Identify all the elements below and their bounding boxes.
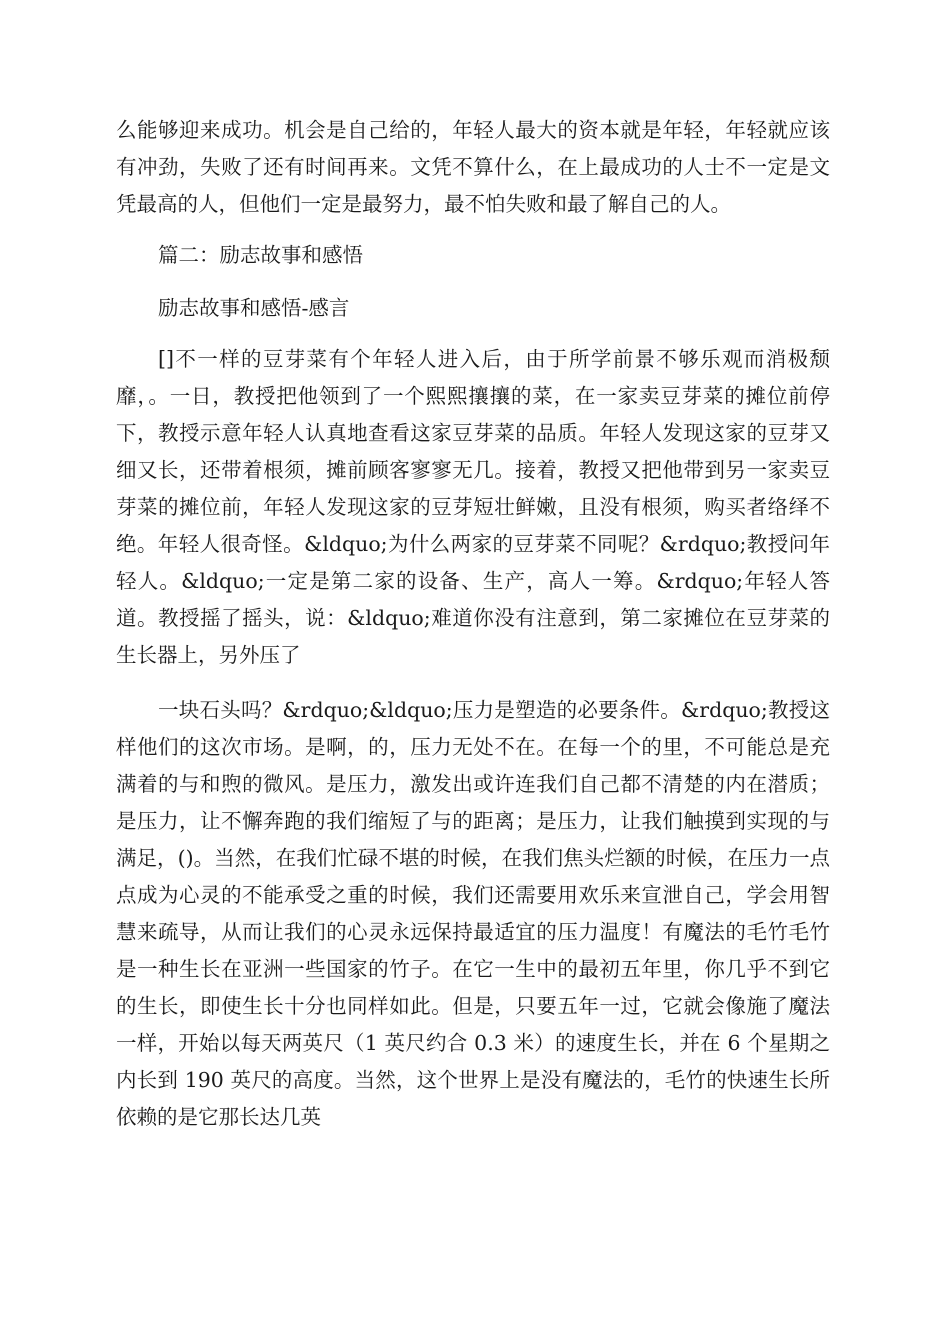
section-heading: 篇二：励志故事和感悟 [158, 243, 363, 267]
paragraph-continuation: 么能够迎来成功。机会是自己给的，年轻人最大的资本就是年轻，年轻就应该有冲劲，失败了还有时间再来。文凭不算什么，在上最成功的人士不一定是文凭最高的人，但他们一定是最努力，最不怕失败和最了解自己的人。 [116, 118, 830, 216]
section-subheading: 励志故事和感悟-感言 [158, 296, 350, 320]
paragraph-pressure-bamboo: 一块石头吗？&rdquo;&ldquo;压力是塑造的必要条件。&rdquo;教授这样他们的这次市场。是啊，的，压力无处不在。在每一个的里，不可能总是充满着的与和煦的微风。是压力，激发出或许连我们自己都不清楚的内在潜质；是压力，让不懈奔跑的我们缩短了与的距离；是压力，让我们触摸到实现的与满足，()。当然，在我们忙碌不堪的时候，在我们焦头烂额的时候，在压力一点点成为心灵的不能承受之重的时候，我们还需要用欢乐来宣泄自己，学会用智慧来疏导，从而让我们的心灵永远保持最适宜的压力温度！有魔法的毛竹毛竹是一种生长在亚洲一些国家的竹子。在它一生中的最初五年里，你几乎不到它的生长，即使生长十分也同样如此。但是，只要五年一过，它就会像施了魔法一样，开始以每天两英尺（1 英尺约合 0.3 米）的速度生长，并在 6 个星期之内长到 190 英尺的高度。当然，这个世界上是没有魔法的，毛竹的快速生长所依赖的是它那长达几英 [116, 698, 830, 1129]
paragraph-bean-sprouts: []不一样的豆芽菜有个年轻人进入后，由于所学前景不够乐观而消极颓靡，。一日，教授把他领到了一个熙熙攘攘的菜，在一家卖豆芽菜的摊位前停下，教授示意年轻人认真地查看这家豆芽菜的品质。年轻人发现这家的豆芽又细又长，还带着根须，摊前顾客寥寥无几。接着，教授又把他带到另一家卖豆芽菜的摊位前，年轻人发现这家的豆芽短壮鲜嫩，且没有根须，购买者络绎不绝。年轻人很奇怪。&ldquo;为什么两家的豆芽菜不同呢？&rdquo;教授问年轻人。&ldquo;一定是第二家的设备、生产，高人一筹。&rdquo;年轻人答道。教授摇了摇头，说：&ldquo;难道你没有注意到，第二家摊位在豆芽菜的生长器上，另外压了 [116, 347, 830, 667]
document-page [116, 112, 830, 1136]
